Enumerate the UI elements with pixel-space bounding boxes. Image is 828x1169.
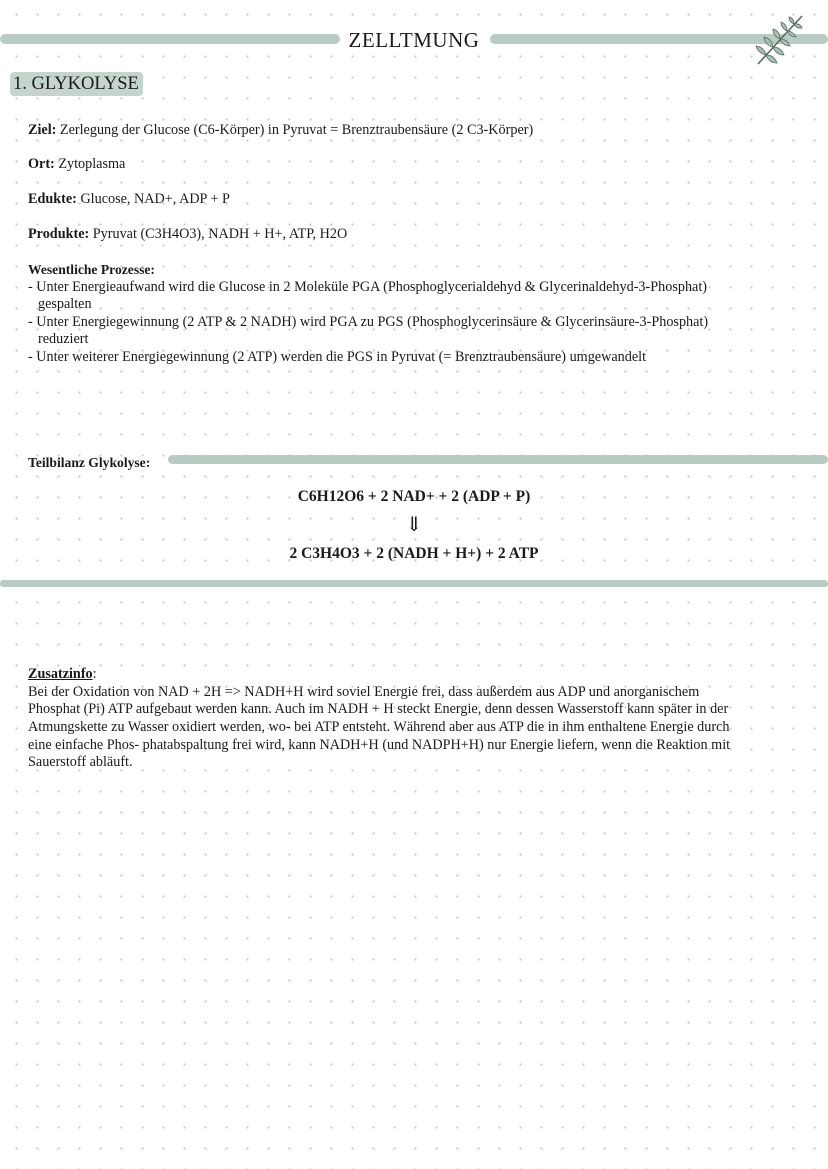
balance-label: Teilbilanz Glykolyse:	[28, 455, 151, 470]
section-heading: 1. GLYKOLYSE	[10, 72, 143, 96]
page-title: ZELLTMUNG	[0, 26, 828, 54]
equation-bottom: 2 C3H4O3 + 2 (NADH + H+) + 2 ATP	[289, 545, 539, 562]
field-value: Zytoplasma	[54, 156, 126, 172]
balance-bar	[168, 455, 828, 464]
equation-top: C6H12O6 + 2 NAD+ + 2 (ADP + P)	[297, 488, 531, 505]
processes-label: Wesentliche Prozesse:	[28, 262, 155, 277]
extra-info-line: eine einfache Phos- phatabspaltung frei wird, kann NADH+H (und NADPH+H) nur Energie liefern, wenn die Reaktion mit	[28, 737, 731, 753]
section-divider	[0, 580, 828, 587]
extra-info-label: Zusatzinfo:	[28, 666, 97, 682]
field-value: Glucose, NAD+, ADP + P	[76, 191, 230, 207]
field-label: Ort:	[28, 156, 55, 172]
field-location	[28, 155, 125, 173]
field-educts	[28, 190, 230, 208]
field-label: Ziel:	[28, 122, 57, 138]
field-value: Zerlegung der Glucose (C6-Körper) in Pyruvat = Brenztraubensäure (2 C3-Körper)	[56, 122, 534, 138]
process-item-2: - Unter Energiegewinnung (2 ATP & 2 NADH) wird PGA zu PGS (Phosphoglycerinsäure & Glycerinsäure-3-Phosphat)	[28, 314, 709, 330]
extra-info-line: Sauerstoff abläuft.	[28, 754, 133, 770]
process-item-2-continued: reduziert	[38, 331, 89, 347]
field-label: Edukte:	[28, 191, 77, 207]
equation-arrow: ⇓	[405, 514, 423, 536]
process-item-3: - Unter weiterer Energiegewinnung (2 ATP) werden die PGS in Pyruvat (= Brenztraubensäure) umgewandelt	[28, 349, 647, 365]
extra-info-line: Bei der Oxidation von NAD + 2H => NADH+H wird soviel Energie frei, dass außerdem aus ADP und anorganischem	[28, 684, 700, 700]
field-goal	[28, 121, 533, 139]
extra-info-line: Atmungskette zu Wasser oxidiert werden, wo- bei ATP entsteht. Während aber aus ATP die in ihm enthaltene Energie durch	[28, 719, 730, 735]
process-item-1-continued: gespalten	[38, 296, 92, 312]
extra-info-line: Phosphat (Pi) ATP aufgebaut werden kann. Auch im NADH + H steckt Energie, denn dessen Wasserstoff kann später in der	[28, 701, 729, 717]
field-label: Produkte:	[28, 226, 90, 242]
field-products	[28, 225, 347, 243]
process-item-1: - Unter Energieaufwand wird die Glucose in 2 Moleküle PGA (Phosphoglycerialdehyd & Glycerinaldehyd-3-Phosphat)	[28, 279, 708, 295]
field-value: Pyruvat (C3H4O3), NADH + H+, ATP, H2O	[89, 226, 348, 242]
fern-leaf-icon	[752, 12, 808, 68]
